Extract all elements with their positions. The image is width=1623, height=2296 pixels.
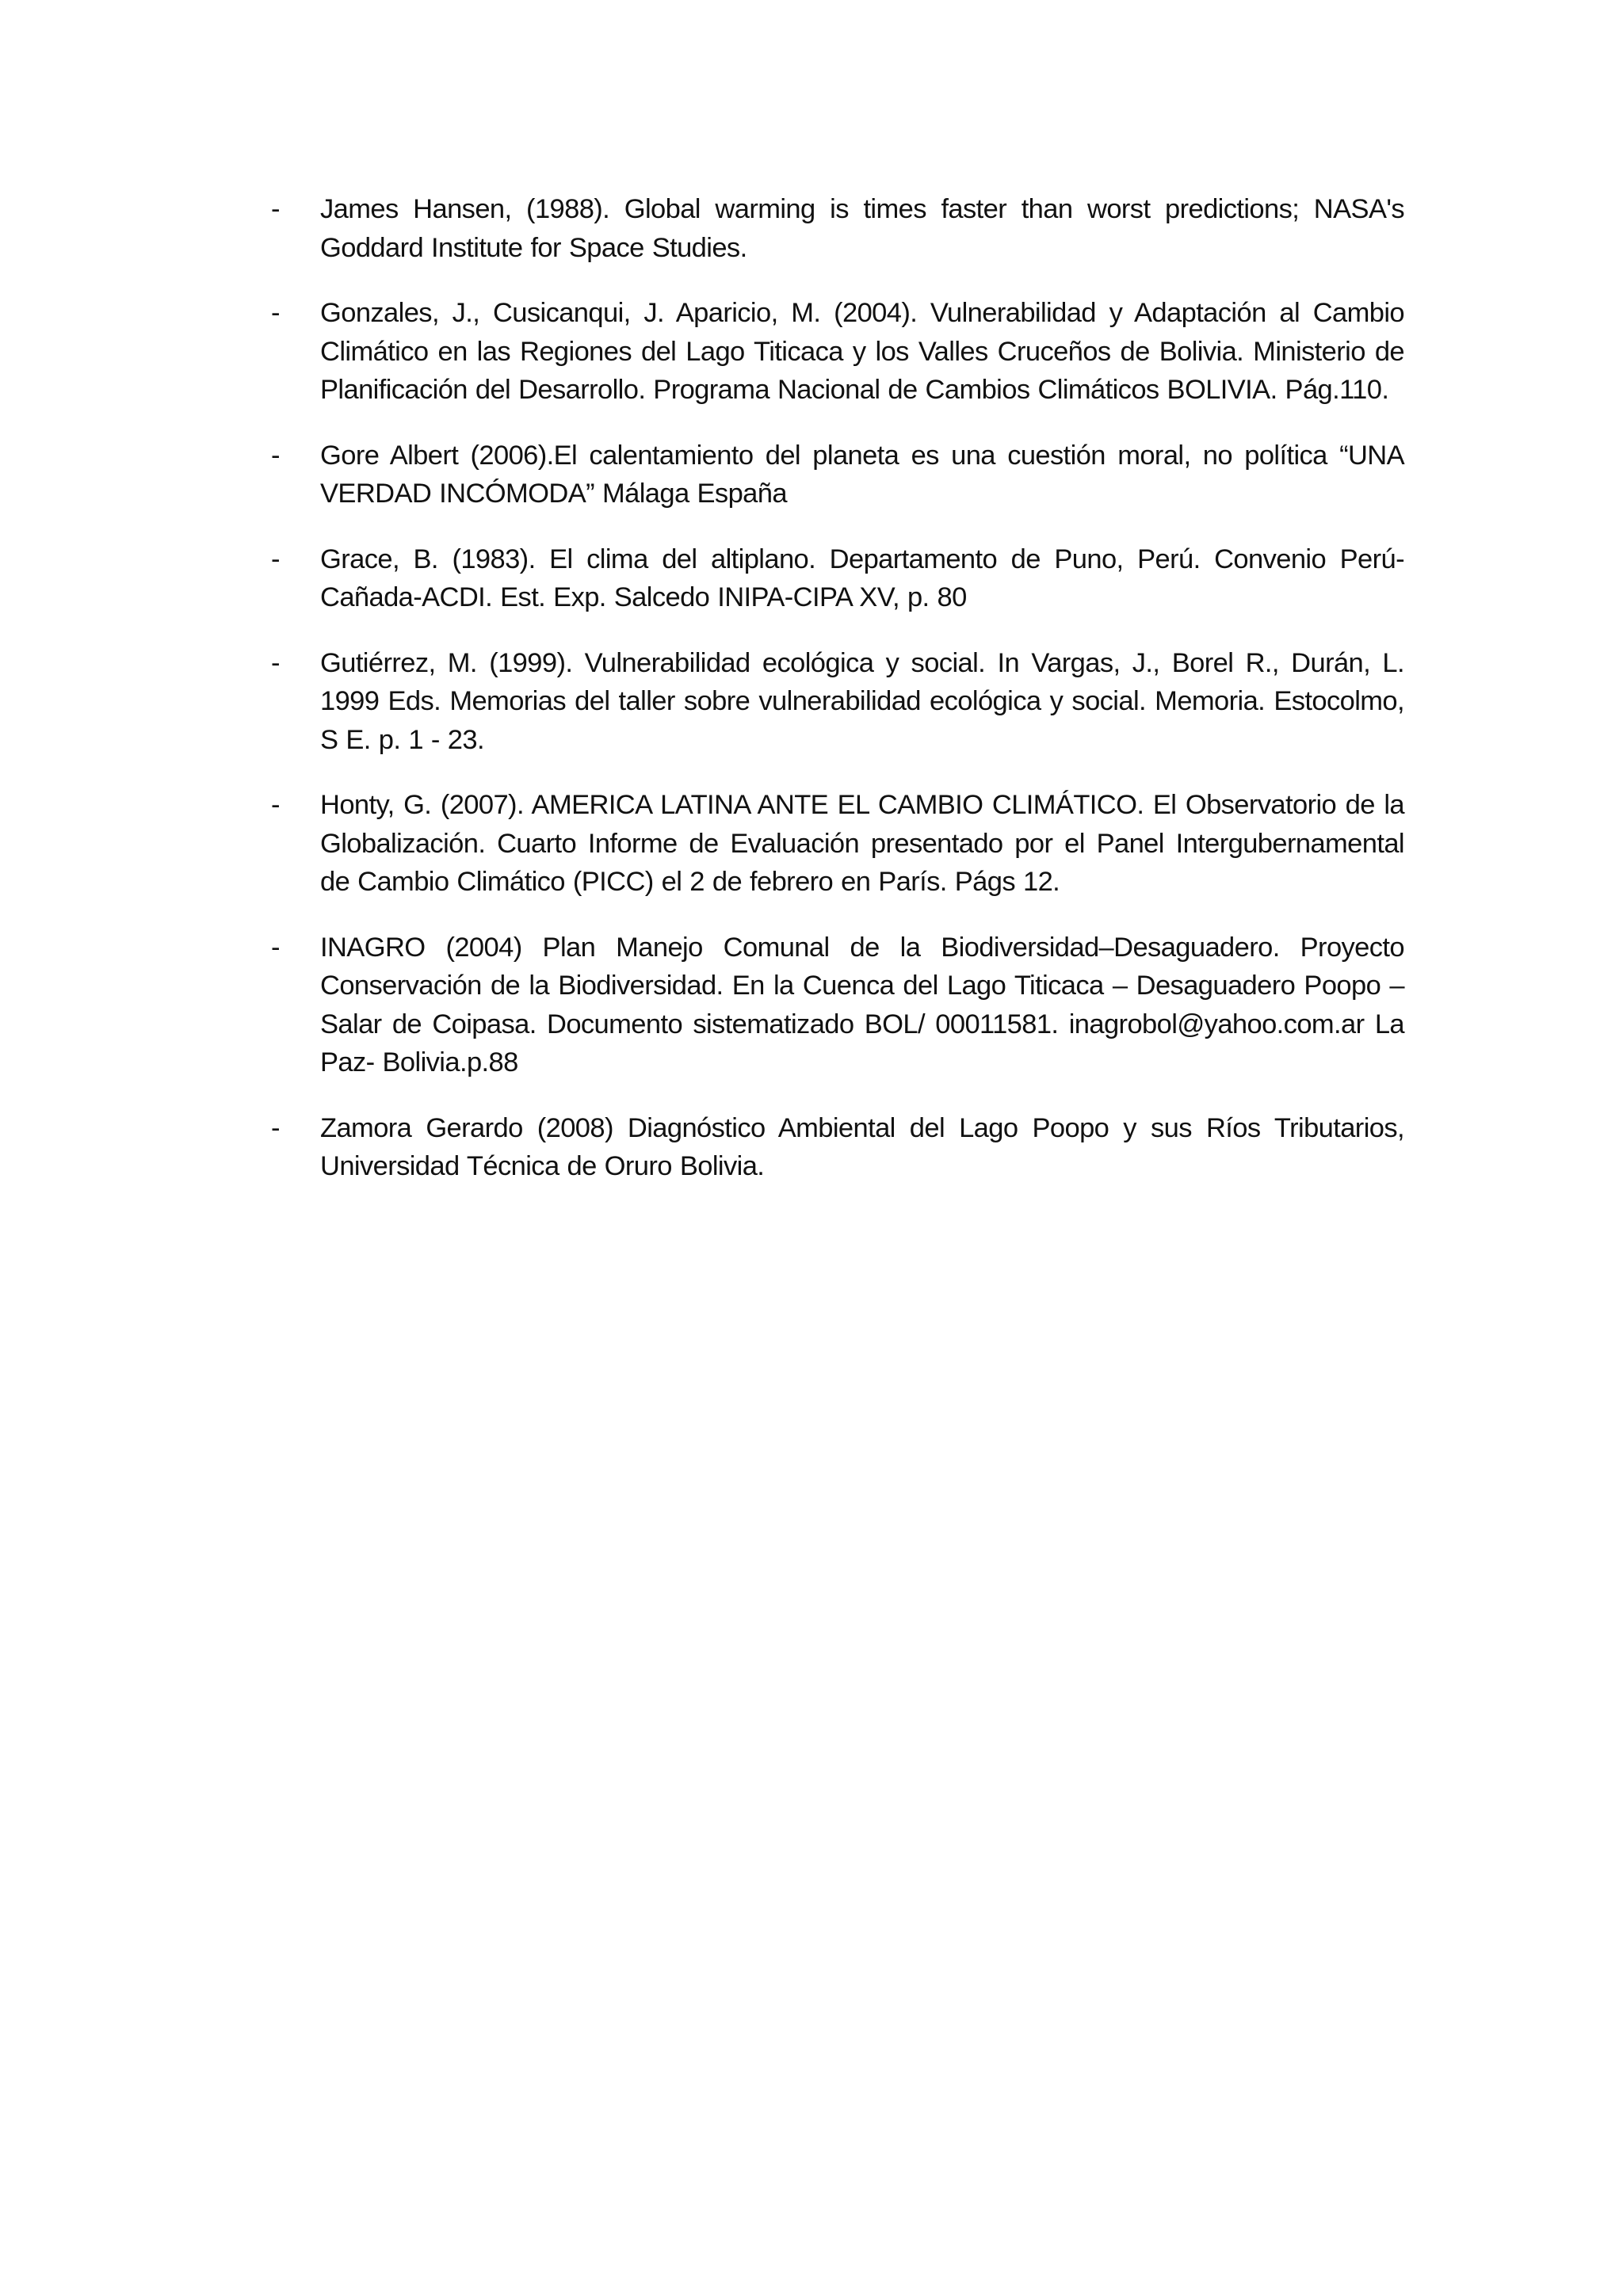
reference-item [266,929,1404,1082]
list-dash: - [271,194,280,224]
reference-item [266,540,1404,617]
reference-text: Honty, G. (2007). AMERICA LATINA ANTE EL CAMBIO CLIMÁTICO. El Observatorio de la Globalización. Cuarto Informe de Evaluación presentado por el Panel Intergubernamental de Cambio Climático (PICC) el 2 de febrero en París. Págs 12. [320,790,1404,897]
reference-text: Gonzales, J., Cusicanqui, J. Aparicio, M. (2004). Vulnerabilidad y Adaptación al Cambio Climático en las Regiones del Lago Titicaca y los Valles Cruceños de Bolivia. Ministerio de Planificación del Desarrollo. Programa Nacional de Cambios Climáticos BOLIVIA. Pág.110. [320,298,1404,405]
list-dash: - [271,1112,280,1143]
reference-text: Grace, B. (1983). El clima del altiplano. Departamento de Puno, Perú. Convenio Perú-Cañada-ACDI. Est. Exp. Salcedo INIPA-CIPA XV, p. 80 [320,543,1404,612]
list-dash: - [271,298,280,328]
list-dash: - [271,647,280,678]
reference-text: INAGRO (2004) Plan Manejo Comunal de la Biodiversidad–Desaguadero. Proyecto Conservación de la Biodiversidad. En la Cuenca del Lago Titicaca – Desaguadero Poopo – Salar de Coipasa. Documento sistematizado BOL/ 00011581. inagrobol@yahoo.com.ar La Paz- Bolivia.p.88 [320,932,1404,1077]
reference-text: James Hansen, (1988). Global warming is times faster than worst predictions; NASA's Goddard Institute for Space Studies. [320,194,1404,263]
list-dash: - [271,543,280,574]
reference-item [266,1109,1404,1186]
reference-text: Gore Albert (2006).El calentamiento del planeta es una cuestión moral, no política “UNA VERDAD INCÓMODA” Málaga España [320,440,1404,509]
reference-item [266,294,1404,410]
list-dash: - [271,932,280,963]
reference-item [266,190,1404,267]
reference-item [266,644,1404,760]
reference-list [266,190,1404,1213]
reference-text: Zamora Gerardo (2008) Diagnóstico Ambiental del Lago Poopo y sus Ríos Tributarios, Universidad Técnica de Oruro Bolivia. [320,1112,1404,1181]
list-dash: - [271,790,280,820]
reference-text: Gutiérrez, M. (1999). Vulnerabilidad ecológica y social. In Vargas, J., Borel R., Durán, L. 1999 Eds. Memorias del taller sobre vulnerabilidad ecológica y social. Memoria. Estocolmo, S E. p. 1 - 23. [320,647,1404,755]
list-dash: - [271,440,280,471]
reference-item [266,786,1404,902]
reference-item [266,437,1404,513]
